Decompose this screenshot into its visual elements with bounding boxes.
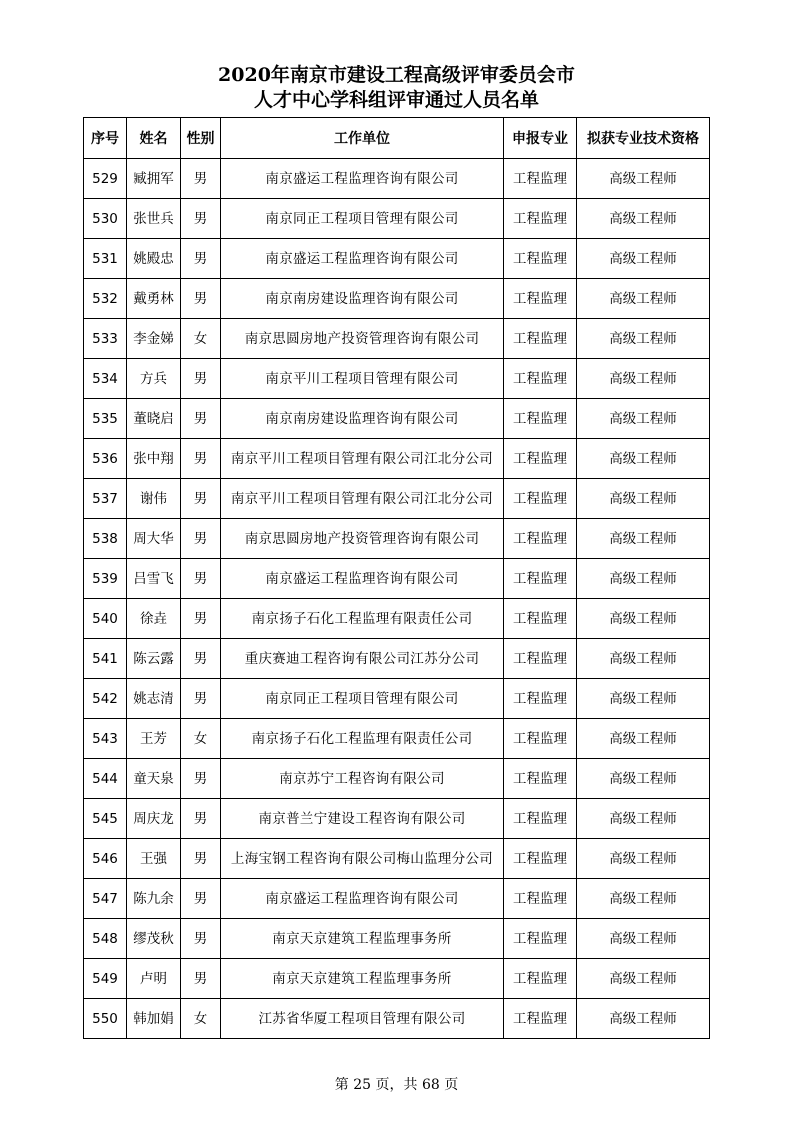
serial-number-cell: 531	[84, 239, 127, 279]
gender-cell: 男	[181, 479, 221, 519]
work-unit-cell: 南京天京建筑工程监理事务所	[221, 919, 504, 959]
serial-number-cell: 547	[84, 879, 127, 919]
declared-major-cell: 工程监理	[504, 679, 577, 719]
work-unit-cell: 上海宝钢工程咨询有限公司梅山监理分公司	[221, 839, 504, 879]
table-row	[84, 159, 710, 199]
qualification-cell: 高级工程师	[577, 719, 710, 759]
declared-major-cell: 工程监理	[504, 959, 577, 999]
name-cell: 董晓启	[127, 399, 181, 439]
table-row	[84, 919, 710, 959]
table-row	[84, 999, 710, 1039]
gender-cell: 男	[181, 519, 221, 559]
qualification-cell: 高级工程师	[577, 479, 710, 519]
work-unit-cell: 南京平川工程项目管理有限公司江北分公司	[221, 439, 504, 479]
name-cell: 张世兵	[127, 199, 181, 239]
name-cell: 张中翔	[127, 439, 181, 479]
qualification-cell: 高级工程师	[577, 279, 710, 319]
work-unit-cell: 南京苏宁工程咨询有限公司	[221, 759, 504, 799]
name-cell: 缪茂秋	[127, 919, 181, 959]
serial-number-cell: 550	[84, 999, 127, 1039]
qualification-cell: 高级工程师	[577, 319, 710, 359]
declared-major-cell: 工程监理	[504, 319, 577, 359]
document-title-line-1: 2020年南京市建设工程高级评审委员会市	[218, 64, 575, 86]
qualification-cell: 高级工程师	[577, 999, 710, 1039]
serial-number-cell: 534	[84, 359, 127, 399]
serial-number-cell: 543	[84, 719, 127, 759]
declared-major-cell: 工程监理	[504, 879, 577, 919]
serial-number-cell: 548	[84, 919, 127, 959]
qualification-cell: 高级工程师	[577, 519, 710, 559]
table-row	[84, 359, 710, 399]
qualification-cell: 高级工程师	[577, 199, 710, 239]
serial-number-cell: 542	[84, 679, 127, 719]
name-cell: 李金娣	[127, 319, 181, 359]
qualification-cell: 高级工程师	[577, 639, 710, 679]
header-declared-major: 申报专业	[504, 118, 577, 159]
qualification-cell: 高级工程师	[577, 599, 710, 639]
work-unit-cell: 南京同正工程项目管理有限公司	[221, 679, 504, 719]
gender-cell: 男	[181, 639, 221, 679]
work-unit-cell: 南京南房建设监理咨询有限公司	[221, 279, 504, 319]
gender-cell: 女	[181, 999, 221, 1039]
gender-cell: 男	[181, 439, 221, 479]
gender-cell: 男	[181, 679, 221, 719]
declared-major-cell: 工程监理	[504, 159, 577, 199]
declared-major-cell: 工程监理	[504, 799, 577, 839]
table-row	[84, 599, 710, 639]
work-unit-cell: 南京南房建设监理咨询有限公司	[221, 399, 504, 439]
serial-number-cell: 530	[84, 199, 127, 239]
gender-cell: 男	[181, 359, 221, 399]
qualification-cell: 高级工程师	[577, 559, 710, 599]
gender-cell: 男	[181, 799, 221, 839]
declared-major-cell: 工程监理	[504, 359, 577, 399]
gender-cell: 男	[181, 759, 221, 799]
declared-major-cell: 工程监理	[504, 199, 577, 239]
work-unit-cell: 南京盛运工程监理咨询有限公司	[221, 559, 504, 599]
gender-cell: 男	[181, 839, 221, 879]
serial-number-cell: 549	[84, 959, 127, 999]
work-unit-cell: 重庆赛迪工程咨询有限公司江苏分公司	[221, 639, 504, 679]
qualification-cell: 高级工程师	[577, 399, 710, 439]
name-cell: 王强	[127, 839, 181, 879]
declared-major-cell: 工程监理	[504, 999, 577, 1039]
work-unit-cell: 南京盛运工程监理咨询有限公司	[221, 239, 504, 279]
declared-major-cell: 工程监理	[504, 759, 577, 799]
declared-major-cell: 工程监理	[504, 639, 577, 679]
qualification-cell: 高级工程师	[577, 839, 710, 879]
serial-number-cell: 533	[84, 319, 127, 359]
work-unit-cell: 南京同正工程项目管理有限公司	[221, 199, 504, 239]
gender-cell: 男	[181, 199, 221, 239]
header-serial-number: 序号	[84, 118, 127, 159]
gender-cell: 男	[181, 959, 221, 999]
name-cell: 戴勇林	[127, 279, 181, 319]
declared-major-cell: 工程监理	[504, 519, 577, 559]
table-row	[84, 199, 710, 239]
qualification-cell: 高级工程师	[577, 799, 710, 839]
gender-cell: 男	[181, 599, 221, 639]
gender-cell: 男	[181, 399, 221, 439]
table-row	[84, 959, 710, 999]
name-cell: 陈云露	[127, 639, 181, 679]
name-cell: 卢明	[127, 959, 181, 999]
work-unit-cell: 南京盛运工程监理咨询有限公司	[221, 879, 504, 919]
work-unit-cell: 南京天京建筑工程监理事务所	[221, 959, 504, 999]
name-cell: 陈九余	[127, 879, 181, 919]
name-cell: 姚志清	[127, 679, 181, 719]
qualification-cell: 高级工程师	[577, 239, 710, 279]
serial-number-cell: 538	[84, 519, 127, 559]
work-unit-cell: 南京普兰宁建设工程咨询有限公司	[221, 799, 504, 839]
serial-number-cell: 541	[84, 639, 127, 679]
serial-number-cell: 535	[84, 399, 127, 439]
qualification-cell: 高级工程师	[577, 679, 710, 719]
table-row	[84, 479, 710, 519]
serial-number-cell: 546	[84, 839, 127, 879]
serial-number-cell: 537	[84, 479, 127, 519]
table-row	[84, 439, 710, 479]
table-header-row	[84, 118, 710, 159]
gender-cell: 男	[181, 239, 221, 279]
declared-major-cell: 工程监理	[504, 399, 577, 439]
serial-number-cell: 532	[84, 279, 127, 319]
name-cell: 韩加娟	[127, 999, 181, 1039]
name-cell: 徐垚	[127, 599, 181, 639]
name-cell: 童天泉	[127, 759, 181, 799]
work-unit-cell: 南京平川工程项目管理有限公司	[221, 359, 504, 399]
gender-cell: 男	[181, 879, 221, 919]
declared-major-cell: 工程监理	[504, 599, 577, 639]
table-row	[84, 799, 710, 839]
gender-cell: 女	[181, 319, 221, 359]
name-cell: 周庆龙	[127, 799, 181, 839]
declared-major-cell: 工程监理	[504, 719, 577, 759]
table-row	[84, 639, 710, 679]
document-title-line-2: 人才中心学科组评审通过人员名单	[253, 89, 539, 111]
header-qualification: 拟获专业技术资格	[577, 118, 710, 159]
table-row	[84, 559, 710, 599]
qualification-cell: 高级工程师	[577, 439, 710, 479]
header-gender: 性别	[181, 118, 221, 159]
header-name: 姓名	[127, 118, 181, 159]
name-cell: 谢伟	[127, 479, 181, 519]
qualification-cell: 高级工程师	[577, 919, 710, 959]
table-row	[84, 319, 710, 359]
qualification-cell: 高级工程师	[577, 159, 710, 199]
work-unit-cell: 南京扬子石化工程监理有限责任公司	[221, 599, 504, 639]
work-unit-cell: 南京盛运工程监理咨询有限公司	[221, 159, 504, 199]
serial-number-cell: 539	[84, 559, 127, 599]
declared-major-cell: 工程监理	[504, 839, 577, 879]
table-row	[84, 719, 710, 759]
name-cell: 吕雪飞	[127, 559, 181, 599]
declared-major-cell: 工程监理	[504, 919, 577, 959]
name-cell: 方兵	[127, 359, 181, 399]
name-cell: 臧拥军	[127, 159, 181, 199]
table-row	[84, 519, 710, 559]
serial-number-cell: 529	[84, 159, 127, 199]
header-work-unit: 工作单位	[221, 118, 504, 159]
gender-cell: 男	[181, 919, 221, 959]
table-row	[84, 239, 710, 279]
declared-major-cell: 工程监理	[504, 239, 577, 279]
work-unit-cell: 南京扬子石化工程监理有限责任公司	[221, 719, 504, 759]
work-unit-cell: 江苏省华厦工程项目管理有限公司	[221, 999, 504, 1039]
qualification-cell: 高级工程师	[577, 959, 710, 999]
gender-cell: 男	[181, 559, 221, 599]
table-row	[84, 879, 710, 919]
name-cell: 姚殿忠	[127, 239, 181, 279]
serial-number-cell: 540	[84, 599, 127, 639]
name-cell: 王芳	[127, 719, 181, 759]
table-row	[84, 679, 710, 719]
declared-major-cell: 工程监理	[504, 439, 577, 479]
table-row	[84, 279, 710, 319]
table-body	[84, 159, 710, 1039]
serial-number-cell: 545	[84, 799, 127, 839]
work-unit-cell: 南京思圆房地产投资管理咨询有限公司	[221, 519, 504, 559]
gender-cell: 女	[181, 719, 221, 759]
table-row	[84, 759, 710, 799]
declared-major-cell: 工程监理	[504, 279, 577, 319]
page-footer: 第 25 页，共 68 页	[334, 1077, 459, 1093]
declared-major-cell: 工程监理	[504, 559, 577, 599]
gender-cell: 男	[181, 279, 221, 319]
qualification-cell: 高级工程师	[577, 759, 710, 799]
qualification-cell: 高级工程师	[577, 879, 710, 919]
name-cell: 周大华	[127, 519, 181, 559]
gender-cell: 男	[181, 159, 221, 199]
declared-major-cell: 工程监理	[504, 479, 577, 519]
work-unit-cell: 南京思圆房地产投资管理咨询有限公司	[221, 319, 504, 359]
table-row	[84, 839, 710, 879]
work-unit-cell: 南京平川工程项目管理有限公司江北分公司	[221, 479, 504, 519]
serial-number-cell: 544	[84, 759, 127, 799]
serial-number-cell: 536	[84, 439, 127, 479]
qualification-cell: 高级工程师	[577, 359, 710, 399]
personnel-table	[83, 117, 710, 1039]
table-row	[84, 399, 710, 439]
